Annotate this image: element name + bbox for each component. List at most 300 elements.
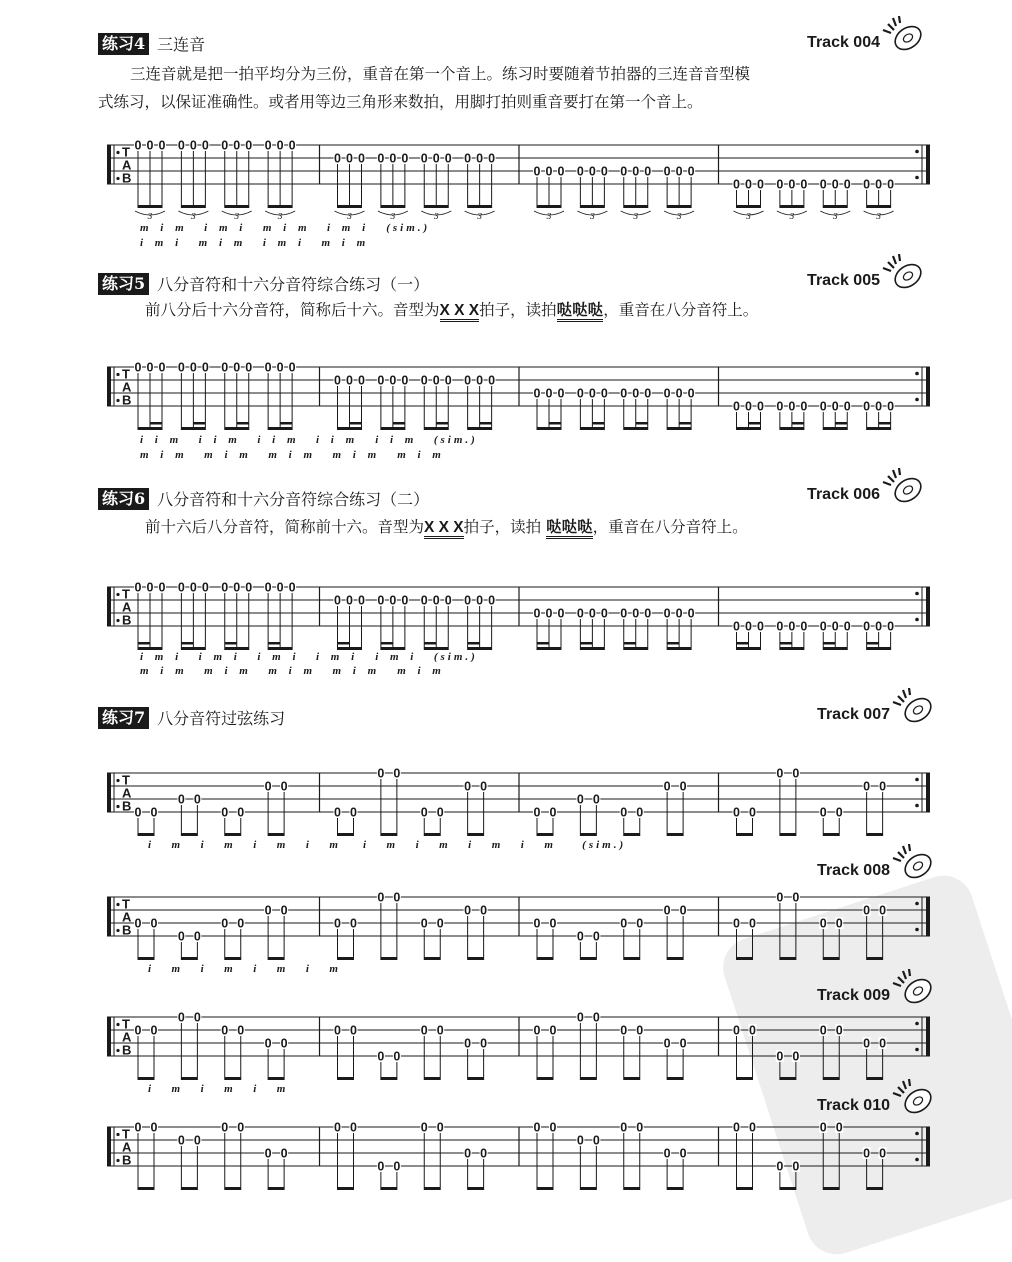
tab-note: 0 [819, 399, 827, 414]
beam [737, 957, 753, 960]
tab-note: 0 [549, 1120, 557, 1135]
svg-text:3: 3 [477, 212, 483, 221]
beam [181, 1187, 197, 1190]
start-repeat-bar [107, 773, 111, 812]
track-number: Track 006 [807, 486, 880, 503]
tab-note: 0 [863, 903, 871, 918]
tab-note: 0 [887, 399, 895, 414]
tab-note: 0 [863, 177, 871, 192]
track-label [807, 468, 924, 504]
tab-note: 0 [776, 890, 784, 905]
tab-note: 0 [464, 151, 472, 166]
end-repeat-bar [926, 367, 930, 406]
tab-note: 0 [733, 399, 740, 414]
tab-note: 0 [432, 373, 440, 388]
tab-note: 0 [134, 580, 142, 595]
tab-note: 0 [444, 593, 452, 608]
tab-note: 0 [420, 805, 428, 820]
beam [181, 427, 205, 430]
tab-note: 0 [480, 1146, 488, 1161]
tab-clef-b: B [122, 392, 132, 408]
beam [537, 427, 561, 430]
tab-clef-a: A [122, 1139, 132, 1155]
track-number: Track 008 [817, 862, 890, 879]
tab-note: 0 [420, 151, 428, 166]
beam [667, 205, 691, 208]
tab-note: 0 [193, 792, 201, 807]
text-segment: 拍子，读拍 [479, 301, 557, 319]
exercise-description [130, 60, 750, 88]
start-repeat-bar [107, 1017, 111, 1056]
tab-note: 0 [150, 1023, 158, 1038]
tab-note: 0 [675, 164, 683, 179]
tab-note: 0 [588, 164, 596, 179]
svg-text:3: 3 [745, 212, 752, 221]
tab-note: 0 [863, 399, 871, 414]
beam [225, 957, 241, 960]
tab-note: 0 [377, 766, 385, 781]
beam [580, 427, 604, 430]
tab-note: 0 [201, 138, 209, 153]
tab-note: 0 [288, 580, 296, 595]
tab-note: 0 [757, 619, 764, 634]
beam [468, 205, 492, 208]
fingering-rest: i m i m i m i m (sim.) [362, 839, 627, 851]
tab-note: 0 [576, 929, 584, 944]
exercise-header [98, 706, 285, 729]
tab-note: 0 [600, 606, 608, 621]
beam [737, 647, 761, 650]
tab-note: 0 [377, 373, 385, 388]
tab-clef-b: B [122, 798, 132, 814]
tab-note: 0 [843, 399, 851, 414]
beam [780, 833, 796, 836]
tab-note: 0 [134, 138, 142, 153]
beam [225, 647, 249, 650]
tab-note: 0 [875, 399, 883, 414]
svg-text:3: 3 [234, 212, 240, 221]
tab-note: 0 [533, 606, 541, 621]
end-repeat-bar [926, 1127, 930, 1166]
beam [867, 647, 891, 650]
tab-note: 0 [221, 916, 229, 931]
tab-clef-a: A [122, 1029, 132, 1045]
beam [424, 427, 448, 430]
tab-note: 0 [420, 373, 428, 388]
tab-note: 0 [636, 1120, 644, 1135]
tab-note: 0 [835, 1120, 843, 1135]
beam [138, 957, 154, 960]
svg-text:3: 3 [190, 212, 196, 221]
tab-note: 0 [831, 399, 839, 414]
track-label [817, 688, 934, 724]
tab-clef-t: T [122, 772, 130, 788]
tab-note: 0 [420, 1023, 428, 1038]
tab-note: 0 [887, 619, 895, 634]
beam [381, 1077, 397, 1080]
beam [667, 957, 683, 960]
tab-note: 0 [757, 399, 764, 414]
end-repeat-bar [926, 897, 930, 936]
tab-note: 0 [831, 177, 839, 192]
tab-note: 0 [193, 929, 201, 944]
tab-note: 0 [480, 1036, 488, 1051]
fingering-main: i m i m i m i m i m i m [140, 237, 369, 249]
tab-note: 0 [875, 177, 883, 192]
tab-note: 0 [350, 1120, 357, 1135]
tab-note: 0 [588, 386, 596, 401]
beam [268, 957, 284, 960]
fingering-main: i m i m i m i m [148, 839, 341, 851]
tab-clef-t: T [122, 1016, 130, 1032]
beam [780, 1077, 796, 1080]
tab-note: 0 [533, 386, 541, 401]
tab-clef-t: T [122, 144, 130, 160]
tab-note: 0 [177, 1010, 185, 1025]
tab-note: 0 [576, 792, 584, 807]
exercise-description [98, 88, 703, 116]
tab-note: 0 [134, 916, 142, 931]
end-repeat-bar [926, 587, 930, 626]
beam [624, 957, 640, 960]
tab-note: 0 [420, 593, 428, 608]
tab-clef-a: A [122, 599, 132, 615]
tab-note: 0 [150, 1120, 158, 1135]
svg-text:3: 3 [277, 212, 283, 221]
fingering-main: i m i m i m i m [148, 963, 341, 975]
beam [424, 647, 448, 650]
tab-note: 0 [632, 606, 640, 621]
tab-note: 0 [776, 766, 784, 781]
track-label [807, 16, 924, 52]
tab-note: 0 [264, 779, 272, 794]
highlighted-text: 哒哒哒 [557, 302, 604, 322]
tab-note: 0 [592, 792, 600, 807]
beam [737, 205, 761, 208]
text-segment: 前十六后八分音符，简称前十六。音型为 [145, 518, 425, 536]
beam [468, 1077, 484, 1080]
beam [823, 1187, 839, 1190]
tab-note: 0 [377, 1159, 385, 1174]
tab-note: 0 [150, 805, 158, 820]
tab-note: 0 [533, 164, 541, 179]
exercise-title: 八分音符和十六分音符综合练习（一） [157, 275, 430, 294]
tab-clef-b: B [122, 922, 132, 938]
text-segment: ，重音在八分音符上。 [603, 301, 759, 319]
tab-note: 0 [533, 805, 541, 820]
tab-note: 0 [334, 593, 341, 608]
tab-clef-b: B [122, 1042, 132, 1058]
tab-note: 0 [146, 360, 154, 375]
beam [823, 427, 847, 430]
tab-note: 0 [237, 1120, 245, 1135]
start-repeat-bar [107, 897, 111, 936]
start-repeat-bar [107, 1127, 111, 1166]
tab-note: 0 [675, 606, 683, 621]
tab-note: 0 [464, 593, 472, 608]
text-segment: 三连音就是把一拍平均分为三份，重音在第一个音上。练习时要随着节拍器的三连音音型模 [130, 65, 751, 83]
beam [667, 833, 683, 836]
tab-note: 0 [350, 805, 357, 820]
beam [537, 1187, 553, 1190]
tab-note: 0 [733, 916, 740, 931]
svg-text:3: 3 [633, 212, 639, 221]
beam [268, 1077, 284, 1080]
tab-note: 0 [620, 916, 628, 931]
fingering-main: m i m m i m m i m m i m [140, 665, 380, 677]
tab-note: 0 [264, 360, 272, 375]
beam [181, 833, 197, 836]
svg-text:3: 3 [832, 212, 838, 221]
tab-note: 0 [377, 890, 385, 905]
beam [580, 833, 596, 836]
beam [780, 427, 804, 430]
fingering-main: i m i m i m [148, 1083, 289, 1095]
fingering-main: m i m i m i m i m i m i [140, 222, 369, 234]
tab-clef-a: A [122, 909, 132, 925]
beam [537, 957, 553, 960]
exercise-title: 八分音符和十六分音符综合练习（二） [157, 490, 430, 509]
tab-note: 0 [276, 138, 284, 153]
tab-note: 0 [620, 386, 628, 401]
beam [181, 1077, 197, 1080]
beam [624, 1187, 640, 1190]
tab-note: 0 [557, 386, 565, 401]
tab-note: 0 [346, 151, 353, 166]
fingering-main: i m i i m i i m i i m i [140, 651, 358, 663]
beam [737, 833, 753, 836]
tab-note: 0 [393, 1159, 401, 1174]
tab-note: 0 [177, 1133, 185, 1148]
tab-note: 0 [776, 177, 784, 192]
text-segment: 拍子，读拍 [463, 518, 547, 536]
tab-note: 0 [389, 373, 397, 388]
tab-note: 0 [863, 1036, 871, 1051]
tab-note: 0 [632, 164, 640, 179]
tab-note: 0 [776, 1049, 784, 1064]
tab-note: 0 [350, 916, 357, 931]
tab-note: 0 [288, 138, 296, 153]
tab-note: 0 [588, 606, 596, 621]
beam [667, 427, 691, 430]
beam [424, 957, 440, 960]
beam [268, 647, 292, 650]
beam [268, 427, 292, 430]
start-repeat-bar [107, 145, 111, 184]
tab-note: 0 [146, 580, 154, 595]
tab-note: 0 [620, 606, 628, 621]
tab-note: 0 [749, 916, 756, 931]
beam [780, 647, 804, 650]
fingering-rest: m i m [397, 665, 444, 677]
tab-note: 0 [420, 1120, 428, 1135]
tab-note: 0 [636, 916, 644, 931]
beam [181, 205, 205, 208]
tab-note: 0 [819, 916, 827, 931]
tab-note: 0 [237, 1023, 245, 1038]
tab-note: 0 [545, 164, 553, 179]
tab-note: 0 [800, 399, 808, 414]
tab-note: 0 [221, 805, 229, 820]
tab-note: 0 [237, 805, 245, 820]
fingering-rest: i i m (sim.) [375, 434, 478, 446]
tab-clef-t: T [122, 1126, 130, 1142]
tab-note: 0 [835, 805, 843, 820]
beam [468, 957, 484, 960]
tab-note: 0 [879, 1036, 887, 1051]
tab-note: 0 [393, 766, 401, 781]
tab-note: 0 [401, 593, 409, 608]
tab-note: 0 [819, 619, 827, 634]
beam [268, 1187, 284, 1190]
tab-note: 0 [189, 138, 197, 153]
beam [338, 205, 362, 208]
fingering-rest: i m i (sim.) [375, 651, 478, 663]
tab-note: 0 [620, 805, 628, 820]
beam [338, 1077, 354, 1080]
tab-note: 0 [221, 580, 229, 595]
tab-note: 0 [663, 606, 671, 621]
fingering-row [140, 651, 478, 663]
tab-note: 0 [863, 1146, 871, 1161]
tab-note: 0 [233, 360, 241, 375]
tab-clef-b: B [122, 612, 132, 628]
fingering-row [140, 665, 444, 677]
tab-note: 0 [177, 138, 185, 153]
tab-note: 0 [592, 1133, 600, 1148]
beam [181, 647, 205, 650]
fingering-row [148, 1083, 310, 1095]
tab-note: 0 [576, 606, 584, 621]
tab-note: 0 [835, 916, 843, 931]
tab-note: 0 [201, 360, 209, 375]
tab-note: 0 [233, 580, 241, 595]
track-number: Track 005 [807, 272, 880, 289]
tab-note: 0 [679, 1146, 687, 1161]
beam [424, 1077, 440, 1080]
fingering-row [140, 237, 386, 249]
tab-note: 0 [476, 151, 484, 166]
tab-note: 0 [488, 593, 496, 608]
tab-note: 0 [264, 1146, 272, 1161]
highlighted-text: X X X [440, 302, 480, 322]
beam [138, 647, 162, 650]
tab-note: 0 [576, 1133, 584, 1148]
beam [138, 1187, 154, 1190]
beam [580, 957, 596, 960]
beam [823, 833, 839, 836]
svg-text:3: 3 [346, 212, 353, 221]
tab-note: 0 [819, 177, 827, 192]
beam [468, 833, 484, 836]
highlighted-text: 哒哒哒 [546, 519, 593, 539]
tab-clef-a: A [122, 785, 132, 801]
tab-note: 0 [733, 177, 740, 192]
tab-note: 0 [679, 903, 687, 918]
beam [867, 205, 891, 208]
tab-note: 0 [576, 1010, 584, 1025]
tab-note: 0 [280, 1146, 288, 1161]
tab-note: 0 [576, 386, 584, 401]
fingering-main: i i m i i m i i m i i m [140, 434, 358, 446]
tab-note: 0 [733, 805, 740, 820]
beam [537, 833, 553, 836]
tab-clef-b: B [122, 1152, 132, 1168]
tab-note: 0 [620, 1023, 628, 1038]
svg-text:3: 3 [546, 212, 552, 221]
beam [225, 1187, 241, 1190]
tab-note: 0 [557, 606, 565, 621]
tab-note: 0 [464, 779, 472, 794]
tab-note: 0 [134, 360, 142, 375]
tab-note: 0 [788, 177, 796, 192]
beam [381, 833, 397, 836]
tab-note: 0 [733, 1023, 740, 1038]
tab-note: 0 [436, 1023, 444, 1038]
tab-note: 0 [432, 593, 440, 608]
start-repeat-bar [107, 367, 111, 406]
tab-note: 0 [745, 177, 752, 192]
tab-note: 0 [792, 1049, 800, 1064]
tab-note: 0 [221, 360, 229, 375]
tab-clef-a: A [122, 157, 132, 173]
highlighted-text: X X X [424, 519, 464, 539]
beam [181, 957, 197, 960]
tab-note: 0 [687, 386, 695, 401]
beam [580, 1077, 596, 1080]
beam [338, 957, 354, 960]
beam [624, 427, 648, 430]
tab-note: 0 [146, 138, 154, 153]
tab-note: 0 [377, 593, 385, 608]
exercise-badge: 练习5 [98, 273, 149, 295]
text-segment: 前八分后十六分音符，简称后十六。音型为 [145, 301, 440, 319]
tab-note: 0 [233, 138, 241, 153]
tab-note: 0 [264, 903, 272, 918]
tab-note: 0 [245, 138, 253, 153]
beam [268, 205, 292, 208]
tab-note: 0 [377, 1049, 385, 1064]
tab-note: 0 [620, 1120, 628, 1135]
tab-note: 0 [436, 916, 444, 931]
tab-note: 0 [377, 151, 385, 166]
tab-note: 0 [687, 606, 695, 621]
tab-clef-t: T [122, 586, 130, 602]
track-number: Track 010 [817, 1097, 890, 1114]
exercise-header [98, 32, 205, 55]
beam [225, 1077, 241, 1080]
tab-note: 0 [444, 151, 452, 166]
fingering-row [140, 222, 430, 234]
tab-note: 0 [158, 580, 166, 595]
beam [537, 205, 561, 208]
tab-note: 0 [480, 779, 488, 794]
exercise-header [98, 272, 429, 295]
cd-disc-icon [890, 688, 934, 724]
tab-note: 0 [393, 1049, 401, 1064]
beam [580, 647, 604, 650]
tab-note: 0 [863, 619, 871, 634]
tab-note: 0 [476, 373, 484, 388]
tab-note: 0 [600, 386, 608, 401]
beam [780, 957, 796, 960]
beam [468, 427, 492, 430]
exercise-description [145, 296, 758, 325]
tab-note: 0 [632, 386, 640, 401]
text-segment: ，重音在八分音符上。 [592, 518, 748, 536]
beam [823, 205, 847, 208]
tab-note: 0 [350, 1023, 357, 1038]
